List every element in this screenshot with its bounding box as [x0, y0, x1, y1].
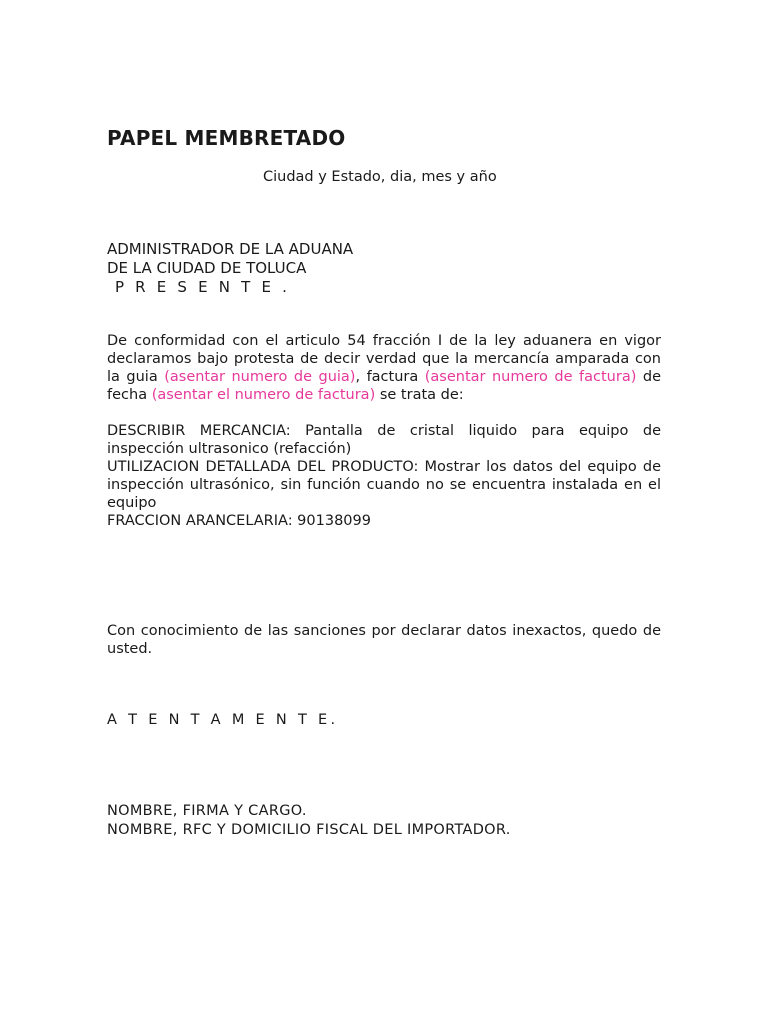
declaration-text-c: de fecha — [107, 369, 661, 403]
declaration-text-a: De conformidad con el articulo 54 fracción I de la ley aduanera en vigor declaramos bajo protesta de decir verdad que la mercancía amparada con la guia — [107, 333, 661, 385]
date-line: Ciudad y Estado, dia, mes y año — [263, 169, 497, 185]
fraccion-arancelaria: FRACCION ARANCELARIA: 90138099 — [107, 513, 371, 529]
placeholder-fecha: (asentar el numero de factura) — [151, 387, 376, 403]
atentamente-line: A T E N T A M E N T E. — [107, 712, 339, 728]
signature-line-2: NOMBRE, RFC Y DOMICILIO FISCAL DEL IMPORTADOR. — [107, 822, 511, 838]
presente-line: P R E S E N T E . — [107, 278, 291, 296]
declaration-text-b: , factura — [355, 369, 425, 385]
merchandise-details — [107, 422, 661, 530]
sanciones-paragraph: Con conocimiento de las sanciones por declarar datos inexactos, quedo de usted. — [107, 623, 661, 657]
signature-block — [107, 802, 511, 840]
placeholder-factura: (asentar numero de factura) — [424, 369, 637, 385]
declaration-text-d: se trata de: — [375, 387, 464, 403]
describir-mercancia: DESCRIBIR MERCANCIA: Pantalla de cristal liquido para equipo de inspección ultrasonico (refacción) — [107, 423, 661, 457]
addressee-block — [107, 240, 353, 297]
placeholder-guia: (asentar numero de guia) — [164, 369, 356, 385]
addressee-line-2: DE LA CIUDAD DE TOLUCA — [107, 259, 307, 277]
declaration-paragraph — [107, 332, 661, 404]
signature-line-1: NOMBRE, FIRMA Y CARGO. — [107, 803, 307, 819]
letterhead-title: PAPEL MEMBRETADO — [107, 126, 346, 150]
addressee-line-1: ADMINISTRADOR DE LA ADUANA — [107, 240, 354, 258]
utilizacion-producto: UTILIZACION DETALLADA DEL PRODUCTO: Mostrar los datos del equipo de inspección ultrasónico, sin función cuando no se encuentra instalada en el equipo — [107, 459, 661, 511]
